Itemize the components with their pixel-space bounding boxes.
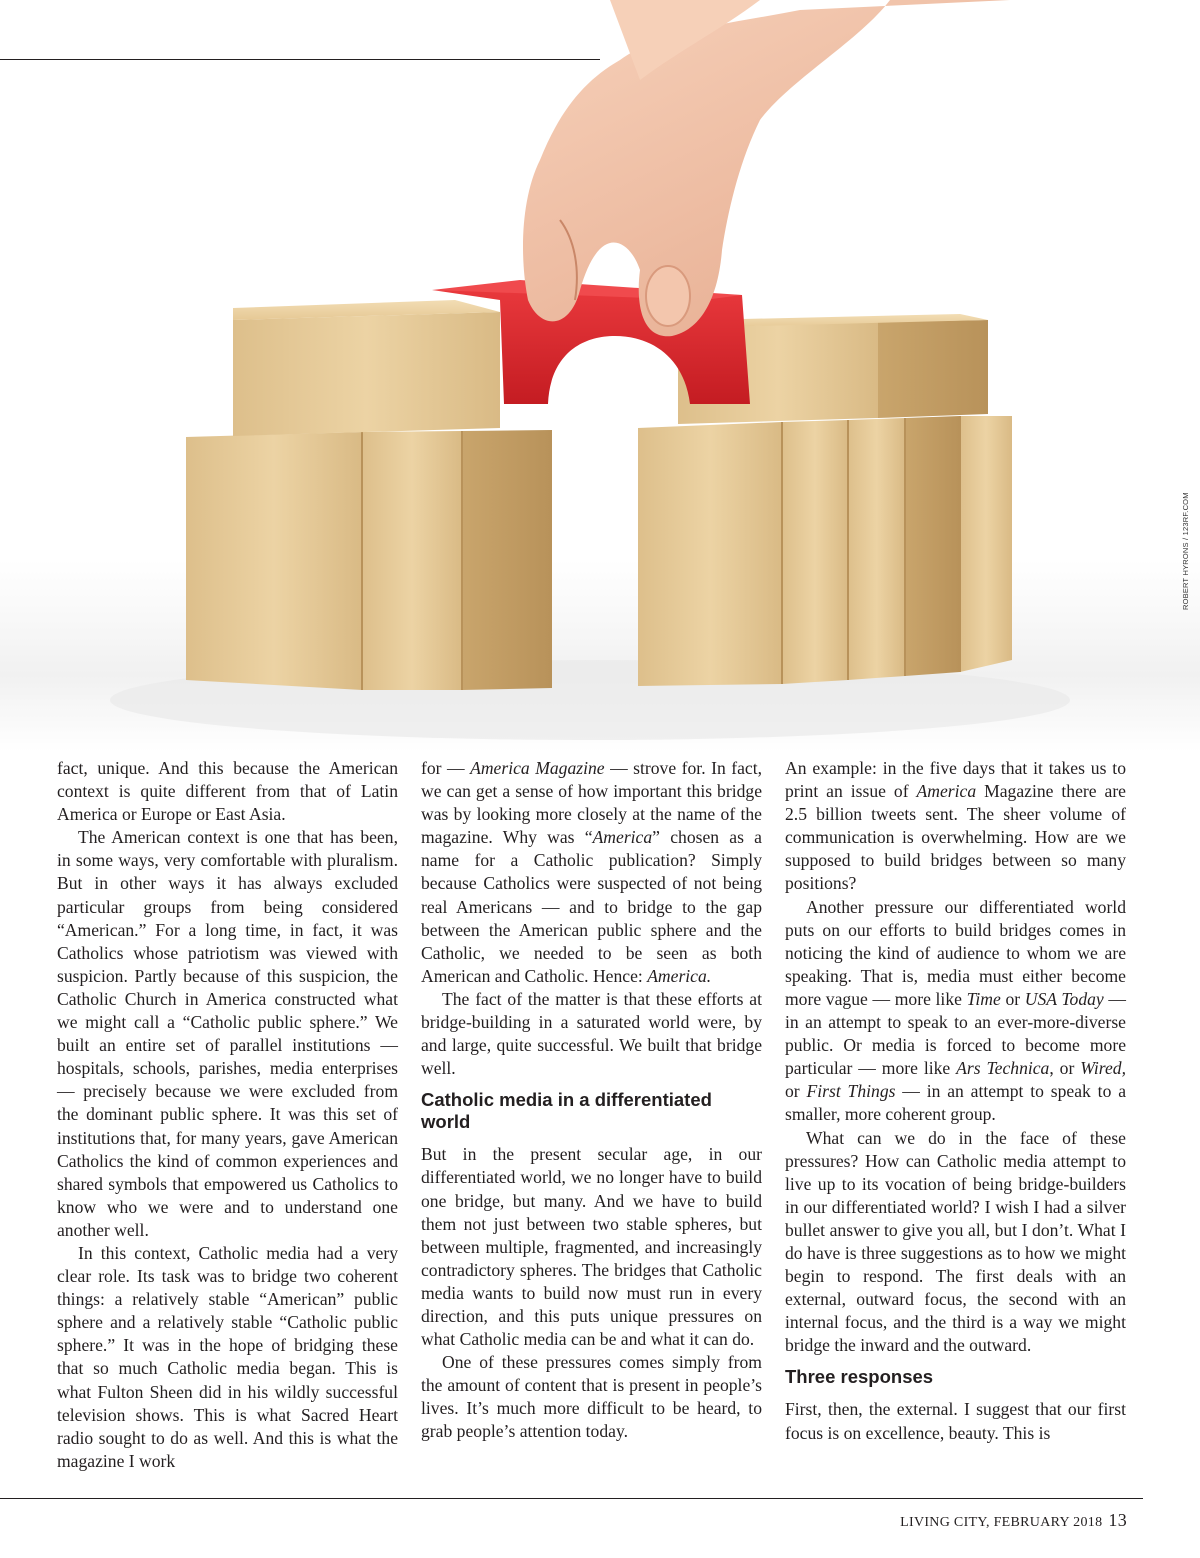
bridge-blocks-photo [0, 0, 1200, 752]
page-number: 13 [1108, 1510, 1127, 1530]
paragraph: fact, unique. And this because the American context is quite different from that of Latin America or Europe or East Asia. [57, 758, 398, 825]
section-heading: Three responses [785, 1366, 934, 1388]
paragraph: for — America Magazine — strove for. In fact, we can get a sense of how important this bridge was by looking more closely at the name of the magazine. Why was “America” chosen as a name for a Catholic publication? Simply because Catholics were suspected of not being real Americans — and to bridge to the gap between the American public sphere and the Catholic, we needed to be seen as both American and Catholic. Hence: America. [421, 758, 762, 986]
paragraph: But in the present secular age, in our differentiated world, we no longer have to build one bridge, but many. And we have to build them not just between two stable spheres, but between multiple, fragmented, and increasingly contradictory spheres. The bridges that Catholic media wants to build now must run in every direction, and this puts unique pressures on what Catholic media can be and what it can do. [421, 1144, 762, 1350]
paragraph: In this context, Catholic media had a very clear role. Its task was to bridge two coherent things: a relatively stable “American” public sphere and a relatively stable “Catholic public sphere.” It was in the hope of bridging these that so much Catholic media began. This is what Fulton Sheen did in his wildly successful television shows. This is what Sacred Heart radio sought to do as well. And this is what the magazine I work [57, 1242, 398, 1471]
paragraph: One of these pressures comes simply from the amount of content that is present in people’s lives. It’s much more difficult to be heard, to grab people’s attention today. [421, 1352, 762, 1442]
page-footer [900, 1510, 1127, 1531]
section-heading: Catholic media in a differentiated world [421, 1089, 712, 1133]
hand [523, 0, 1200, 336]
paragraph: An example: in the five days that it takes us to print an issue of America Magazine there are 2.5 billion tweets sent. The sheer volume of communication is overwhelming. How are we supposed to build bridges between so many positions? [785, 758, 1126, 894]
left-base-blocks [186, 300, 552, 690]
paragraph: Another pressure our differentiated world puts on our efforts to build bridges comes in noticing the kind of audience to whom we are speaking. That is, media must either become more vague — more like Time or USA Today — in an attempt to speak to an ever-more-diverse public. Or media is forced to become more particular — more like Ars Technica, or Wired, or First Things — in an attempt to speak to a smaller, more coherent group. [785, 896, 1127, 1125]
article-column-2 [421, 757, 762, 1444]
article-column-1 [57, 757, 398, 1473]
magazine-issue: LIVING CITY, FEBRUARY 2018 [900, 1515, 1103, 1530]
photo-credit: ROBERT HYRONS / 123RF.COM [1181, 492, 1190, 610]
paragraph: First, then, the external. I suggest that our first focus is on excellence, beauty. This is [785, 1399, 1126, 1443]
hand-placing-red-arch-block-icon [0, 0, 1200, 752]
paragraph: The American context is one that has been, in some ways, very comfortable with pluralism. But in other ways it has always excluded particular groups from being considered “American.” For a long time, in fact, it was Catholics whose patriotism was viewed with suspicion. Partly because of this suspicion, the Catholic Church in America constructed what we might call a “Catholic public sphere.” We built an entire set of parallel institutions — hospitals, schools, parishes, media enterprises — precisely because we were excluded from the dominant public sphere. It was this set of institutions that, for many years, gave American Catholics the kind of common experiences and shared symbols that empowered us Catholics to know who we were and to understand one another well. [57, 827, 398, 1240]
paragraph: What can we do in the face of these pressures? How can Catholic media attempt to live up to its vocation of being bridge-builders in our differentiated world? I wish I had a silver bullet answer to give you all, but I don’t. What I do have is three suggestions as to how we might begin to respond. The first deals with an external, outward focus, the second with an internal focus, and the third is a way we might bridge the inward and the outward. [785, 1127, 1126, 1356]
footer-rule [0, 1498, 1143, 1499]
paragraph: The fact of the matter is that these efforts at bridge-building in a saturated world were, by and large, quite successful. We built that bridge well. [421, 988, 762, 1079]
article-column-3 [785, 757, 1126, 1445]
